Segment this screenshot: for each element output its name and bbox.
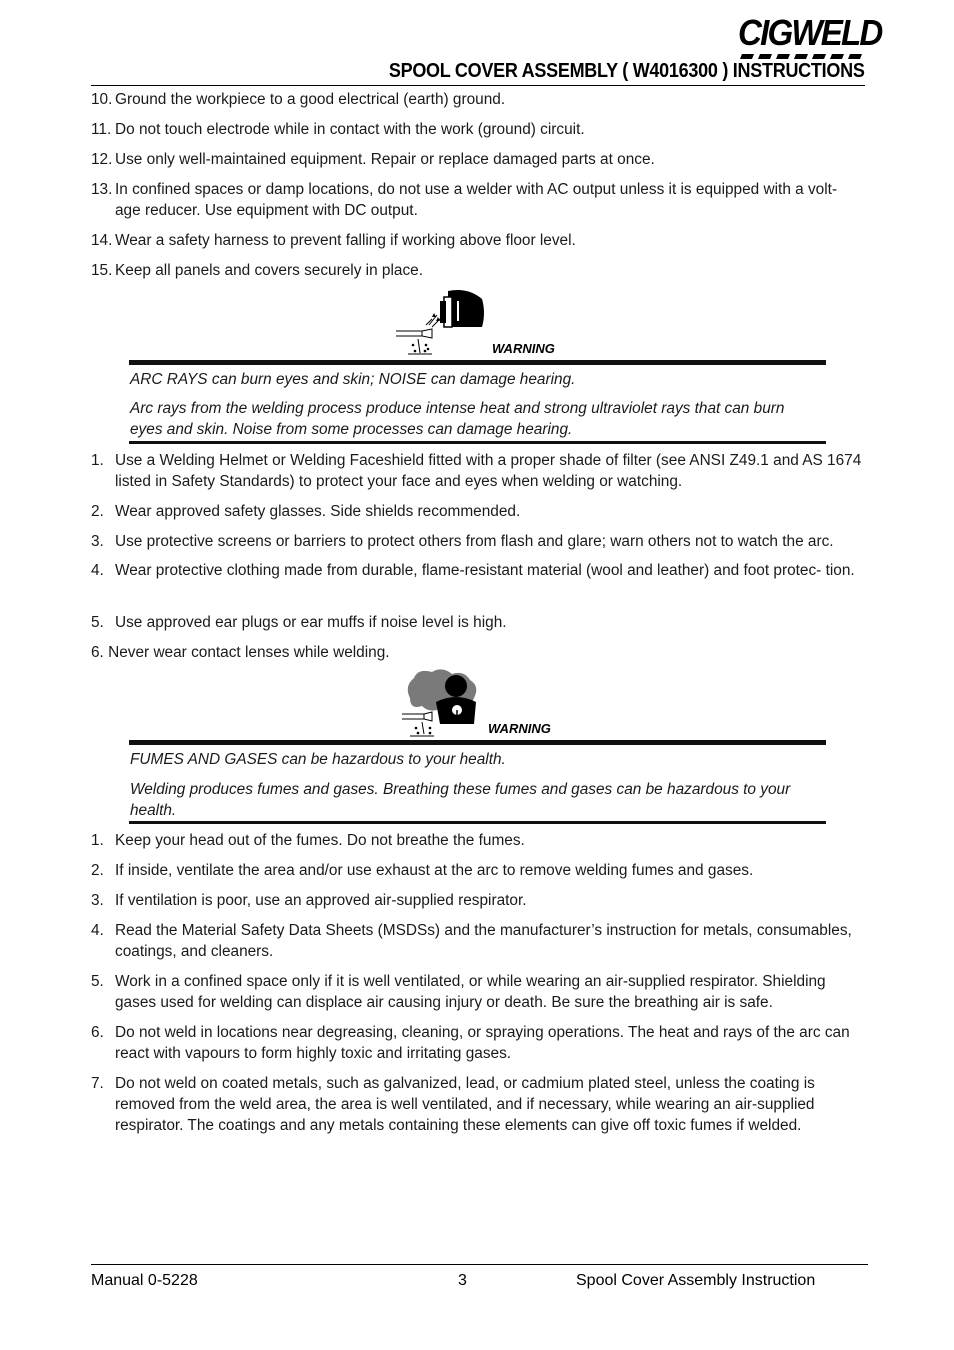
item-number: 7. bbox=[91, 1075, 104, 1092]
warning-headline: ARC RAYS can burn eyes and skin; NOISE can damage hearing. bbox=[130, 371, 576, 388]
item-text: Do not weld in locations near degreasing, cleaning, or spraying operations. The heat and rays of the arc can react with vapours to form highly toxic and irritating gases. bbox=[115, 1024, 850, 1062]
item-number: 11. bbox=[91, 121, 112, 138]
item-text: Use protective screens or barriers to protect others from flash and glare; warn others not to watch the arc. bbox=[115, 533, 834, 550]
list-item bbox=[91, 89, 866, 110]
item-number: 12. bbox=[91, 151, 113, 168]
list-item bbox=[91, 149, 866, 170]
item-number: 2. bbox=[91, 503, 104, 520]
list-item bbox=[91, 501, 866, 522]
item-number: 1. bbox=[91, 832, 104, 849]
list-item bbox=[91, 830, 866, 851]
warning-top-rule bbox=[129, 360, 826, 365]
item-text: Keep all panels and covers securely in place. bbox=[115, 262, 423, 279]
warning-top-rule bbox=[129, 740, 826, 745]
item-text: Do not weld on coated metals, such as galvanized, lead, or cadmium plated steel, unless the coating is removed from the weld area, the area is well ventilated, and if necessary, while wearing an air-supplied respirator. The coatings and any metals containing these elements can give off toxic fumes if welded. bbox=[115, 1075, 815, 1134]
item-number: 1. bbox=[91, 452, 104, 469]
footer-divider bbox=[91, 1264, 868, 1265]
item-number: 4. bbox=[91, 922, 104, 939]
item-text: If inside, ventilate the area and/or use exhaust at the arc to remove welding fumes and gases. bbox=[115, 862, 754, 879]
item-text: Use only well-maintained equipment. Repair or replace damaged parts at once. bbox=[115, 151, 655, 168]
item-number: 4. bbox=[91, 562, 104, 579]
item-text: Use approved ear plugs or ear muffs if noise level is high. bbox=[115, 614, 507, 631]
warning-bottom-rule bbox=[129, 821, 826, 824]
item-text: 6. Never wear contact lenses while welding. bbox=[91, 644, 390, 661]
item-number: 3. bbox=[91, 892, 104, 909]
list-item bbox=[91, 1073, 866, 1136]
item-number: 14. bbox=[91, 232, 113, 249]
item-text: Work in a confined space only if it is well ventilated, or while wearing an air-supplied respirator. Shielding gases used for welding can displace air causing injury or death. Be sure the breathing air is safe. bbox=[115, 973, 826, 1011]
header-divider bbox=[91, 85, 865, 86]
item-text: Ground the workpiece to a good electrical (earth) ground. bbox=[115, 91, 506, 108]
item-number: 10. bbox=[91, 91, 113, 108]
warning-label: WARNING bbox=[492, 341, 555, 356]
list-item bbox=[91, 860, 866, 881]
list-item bbox=[91, 890, 866, 911]
item-text: Read the Material Safety Data Sheets (MSDSs) and the manufacturer’s instruction for metals, consumables, coatings, and cleaners. bbox=[115, 922, 852, 960]
item-number: 15. bbox=[91, 262, 113, 279]
list-item bbox=[91, 612, 866, 633]
list-item bbox=[91, 450, 866, 492]
cigweld-logo bbox=[738, 12, 882, 64]
warning-body: Arc rays from the welding process produce intense heat and strong ultraviolet rays that can burn eyes and skin. Noise from some processes can damage hearing. bbox=[130, 400, 785, 438]
list-item bbox=[91, 560, 866, 581]
list-item bbox=[91, 642, 866, 663]
item-text: Use a Welding Helmet or Welding Faceshield fitted with a proper shade of filter (see ANSI Z49.1 and AS 1674 listed in Safety Standards) to protect your face and eyes when welding or watching. bbox=[115, 452, 862, 490]
page-title: SPOOL COVER ASSEMBLY ( W4016300 ) INSTRUCTIONS bbox=[389, 60, 865, 82]
list-item bbox=[91, 230, 866, 251]
footer-manual-number: Manual 0-5228 bbox=[91, 1272, 198, 1289]
list-item bbox=[91, 971, 866, 1013]
footer-document-title: Spool Cover Assembly Instruction bbox=[576, 1272, 816, 1289]
list-item bbox=[91, 920, 866, 962]
item-text: Wear approved safety glasses. Side shields recommended. bbox=[115, 503, 521, 520]
list-item bbox=[91, 119, 866, 140]
item-text: In confined spaces or damp locations, do not use a welder with AC output unless it is equipped with a volt- age reducer. Use equipment with DC output. bbox=[115, 181, 838, 219]
warning-label: WARNING bbox=[488, 721, 551, 736]
warning-body: Welding produces fumes and gases. Breathing these fumes and gases can be hazardous to your health. bbox=[130, 781, 791, 819]
list-item bbox=[91, 531, 866, 552]
welding-helmet-arc-icon bbox=[396, 287, 486, 357]
item-number: 6. bbox=[91, 1024, 104, 1041]
item-number: 2. bbox=[91, 862, 104, 879]
footer-page-number: 3 bbox=[458, 1272, 467, 1289]
item-text: If ventilation is poor, use an approved air-supplied respirator. bbox=[115, 892, 527, 909]
item-text: Wear a safety harness to prevent falling if working above floor level. bbox=[115, 232, 576, 249]
warning-headline: FUMES AND GASES can be hazardous to your health. bbox=[130, 751, 506, 768]
item-number: 3. bbox=[91, 533, 104, 550]
item-number: 5. bbox=[91, 973, 104, 990]
list-item bbox=[91, 1022, 866, 1064]
fumes-person-icon bbox=[400, 668, 484, 738]
item-number: 5. bbox=[91, 614, 104, 631]
item-text: Keep your head out of the fumes. Do not breathe the fumes. bbox=[115, 832, 525, 849]
list-item bbox=[91, 260, 866, 281]
item-number: 13. bbox=[91, 181, 113, 198]
logo-wordmark: CIGWELD bbox=[738, 12, 882, 53]
warning-bottom-rule bbox=[129, 441, 826, 444]
item-text: Wear protective clothing made from durable, flame-resistant material (wool and leather) and foot protec- tion. bbox=[115, 562, 855, 579]
list-item bbox=[91, 179, 866, 221]
item-text: Do not touch electrode while in contact with the work (ground) circuit. bbox=[115, 121, 585, 138]
